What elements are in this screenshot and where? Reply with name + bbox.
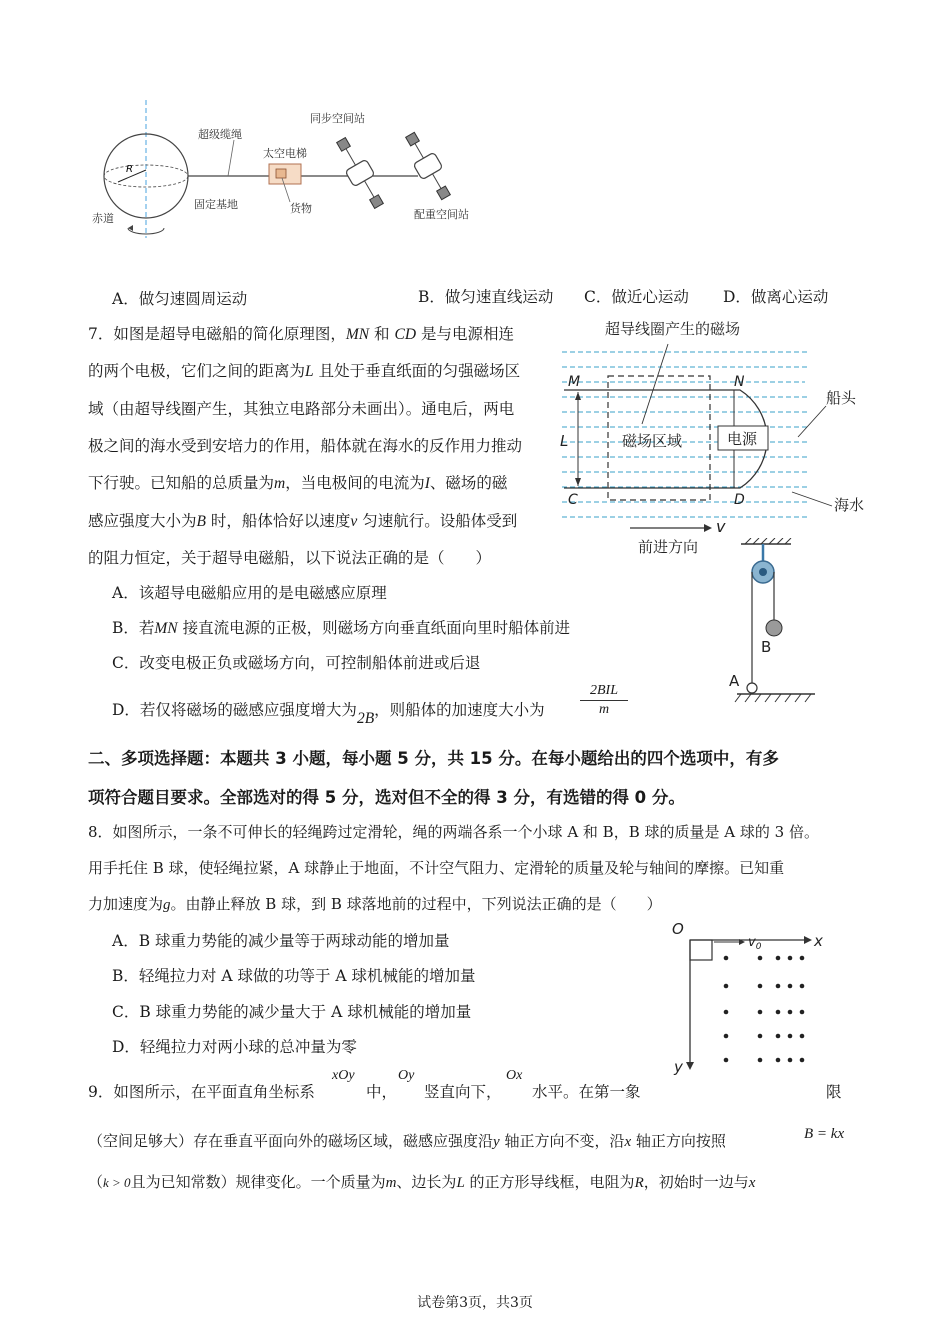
x-axis-label: x [814, 932, 823, 950]
radius-label: R [126, 164, 133, 175]
cable-pointer [228, 140, 234, 176]
sync-station-icon [331, 134, 390, 212]
q9-text-vertical: 竖直向下， [424, 1083, 502, 1101]
pulley-axle [759, 568, 767, 576]
space-elevator-label: 太空电梯 [263, 147, 307, 160]
section2-header-line-1: 二、多项选择题：本题共 3 小题，每小题 5 分，共 15 分。在每小题给出的四个选项中，有多 [88, 749, 779, 768]
bow-label: 船头 [826, 389, 857, 407]
cargo-box [276, 169, 286, 178]
q7-line-4: 极之间的海水受到安培力的作用，船体就在海水的反作用力推动 [88, 437, 523, 455]
sync-station-label: 同步空间站 [310, 112, 365, 125]
ball-B-label: B [761, 638, 772, 656]
N-label: N [734, 374, 745, 390]
field-lines [562, 352, 808, 517]
super-cable-label: 超级缆绳 [198, 128, 242, 141]
q7-line-2: 的两个电极，它们之间的距离为L 且处于垂直纸面的匀强磁场区 [88, 362, 521, 380]
cargo-label: 货物 [290, 202, 312, 215]
equator-label: 赤道 [92, 212, 114, 225]
q9-Oy: Oy [398, 1068, 415, 1083]
q9-text-xian: 限 [826, 1083, 842, 1101]
field-label: 超导线圈产生的磁场 [605, 320, 741, 338]
q7-line-1: 7．如图是超导电磁船的简化原理图，MN 和 CD 是与电源相连 [88, 325, 514, 343]
direction-label: 前进方向 [638, 538, 699, 556]
counterweight-station-icon [400, 129, 457, 203]
q6-option-d: D．做离心运动 [723, 288, 829, 306]
q7-line-7: 的阻力恒定，关于超导电磁船，以下说法正确的是（ ） [88, 549, 492, 567]
q7-line-5: 下行驶。已知船的总质量为m，当电极间的电流为I、磁场的磁 [88, 474, 508, 492]
q6-option-c: C．做近心运动 [584, 288, 689, 306]
M-label: M [568, 374, 581, 390]
pulley-figure [725, 538, 820, 710]
page-footer: 试卷第3页，共3页 [417, 1295, 533, 1311]
q8-option-a: A．B 球重力势能的减少量等于两球动能的增加量 [112, 932, 450, 950]
q8-line-3: 力加速度为g。由静止释放 B 球，到 B 球落地前的过程中，下列说法正确的是（ ） [88, 895, 662, 913]
ship-figure [550, 312, 880, 560]
q6-option-a: A．做匀速圆周运动 [112, 290, 248, 308]
q7-option-d: D．若仅将磁场的磁感应强度增大为2B，则船体的加速度大小为 [112, 701, 545, 727]
ball-B [766, 620, 782, 636]
q7-line-3: 域（由超导线圈产生，其独立电路部分未画出）。通电后，两电 [88, 400, 515, 418]
fraction-numerator: 2BIL [590, 683, 618, 698]
q7-fraction [580, 682, 628, 718]
q9-xOy: xOy [332, 1068, 355, 1083]
q9-Ox: Ox [506, 1068, 523, 1083]
counterweight-station-label: 配重空间站 [414, 208, 469, 221]
q7-option-a: A．该超导电磁船应用的是电磁感应原理 [112, 584, 387, 602]
field-region-label: 磁场区域 [622, 432, 683, 450]
fixed-base-label: 固定基地 [194, 198, 238, 211]
q9-line-1-start: 9．如图所示，在平面直角坐标系 [88, 1083, 315, 1101]
ball-A [747, 683, 757, 693]
q9-line-2: （空间足够大）存在垂直平面向外的磁场区域，磁感应强度沿y 轴正方向不变，沿x 轴正方向按照 [88, 1132, 726, 1150]
q9-line-3: （k > 0且为已知常数）规律变化。一个质量为m、边长为L 的正方形导线框，电阻为R，初始时一边与x [88, 1173, 756, 1191]
C-label: C [568, 492, 578, 508]
q8-line-1: 8．如图所示，一条不可伸长的轻绳跨过定滑轮，绳的两端各系一个小球 A 和 B，B 球的质量是 A 球的 3 倍。 [88, 823, 819, 841]
origin-label: O [672, 920, 684, 938]
q9-text-horizontal: 水平。在第一象 [532, 1083, 641, 1101]
q8-option-c: C．B 球重力势能的减少量大于 A 球机械能的增加量 [112, 1003, 472, 1021]
q9-formula: B = kx [804, 1126, 845, 1142]
q8-option-b: B．轻绳拉力对 A 球做的功等于 A 球机械能的增加量 [112, 967, 476, 985]
field-coordinate-figure [668, 918, 838, 1078]
field-pointer [642, 344, 668, 424]
q9-text-zhong: 中， [366, 1083, 398, 1101]
section2-header-line-2: 项符合题目要求。全部选对的得 5 分，选对但不全的得 3 分，有选错的得 0 分。 [88, 788, 685, 807]
q8-line-2: 用手托住 B 球，使轻绳拉紧，A 球静止于地面，不计空气阻力、定滑轮的质量及轮与轴间的摩擦。已知重 [88, 859, 785, 877]
y-axis-label: y [674, 1058, 683, 1076]
sea-pointer [792, 492, 832, 506]
field-dots [724, 956, 805, 1063]
D-label: D [734, 492, 745, 508]
bow-pointer [798, 406, 826, 437]
q7-line-6: 感应强度大小为B 时，船体恰好以速度v 匀速航行。设船体受到 [88, 512, 518, 530]
ball-A-label: A [729, 672, 740, 690]
q7-option-b: B．若MN 接直流电源的正极，则磁场方向垂直纸面向里时船体前进 [112, 619, 571, 637]
q6-option-b: B．做匀速直线运动 [418, 288, 554, 306]
q7-option-c: C．改变电极正负或磁场方向，可控制船体前进或后退 [112, 654, 481, 672]
v0-label: $v_0$ [748, 935, 762, 952]
power-label: 电源 [727, 430, 758, 448]
v-label: v [716, 517, 726, 536]
L-label: L [560, 432, 569, 450]
q8-option-d: D．轻绳拉力对两小球的总冲量为零 [112, 1038, 357, 1056]
fraction-denominator: m [598, 702, 610, 717]
sea-label: 海水 [834, 496, 865, 514]
space-elevator-figure [88, 98, 498, 248]
wire-frame [690, 940, 712, 960]
